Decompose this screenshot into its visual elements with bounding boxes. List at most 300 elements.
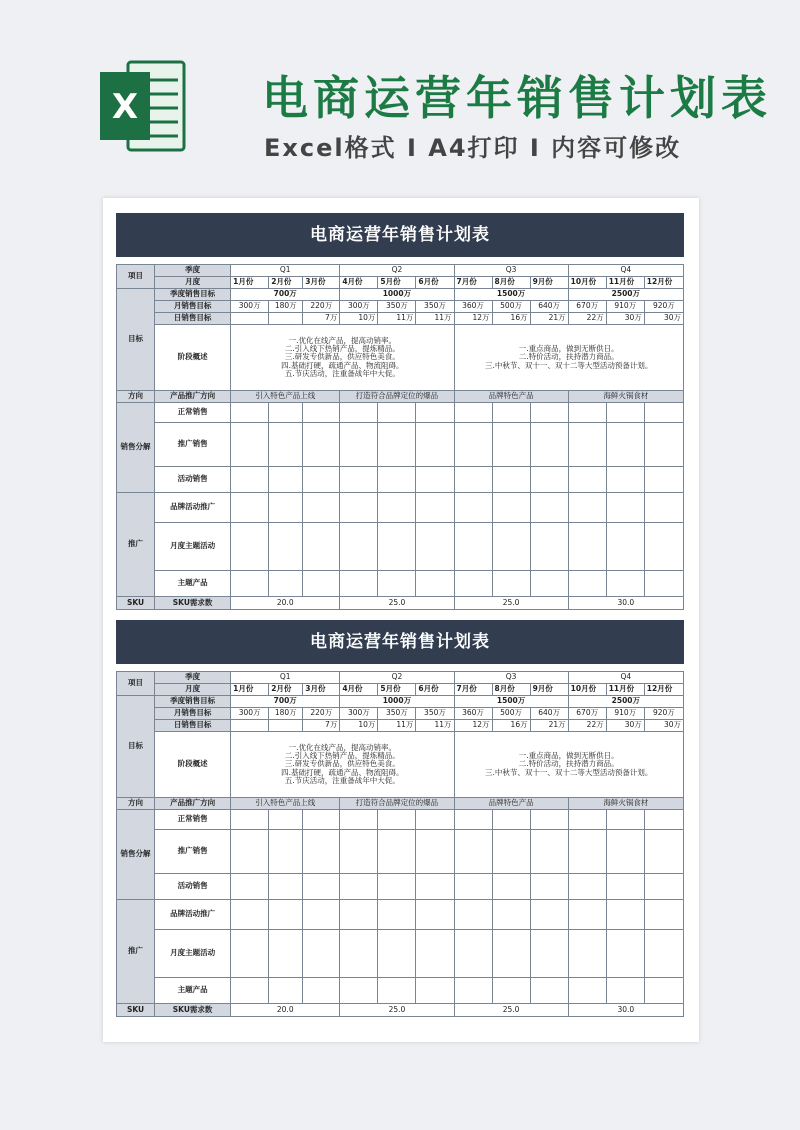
plan-table: [116, 671, 684, 1017]
grid-cell: [416, 930, 454, 978]
sku-value: 25.0: [340, 1004, 454, 1017]
sales-item: 推广销售: [155, 830, 231, 874]
stage-right: 一.重点商品，做到无断供日。 二.特价活动，扶持潜力商品。 三.中秋节、双十一、双十二等大型活动预备计划。: [454, 732, 684, 798]
day-target-label: 日销售目标: [155, 313, 231, 325]
grid-cell: [644, 403, 683, 423]
grid-cell: [492, 571, 530, 597]
grid-cell: [492, 467, 530, 493]
day-target-cell: 12万: [454, 313, 492, 325]
grid-cell: [454, 571, 492, 597]
month-target-cell: 640万: [530, 708, 568, 720]
month-cell: 6月份: [416, 277, 454, 289]
sales-item: 推广销售: [155, 423, 231, 467]
sheet-title: 电商运营年销售计划表: [116, 620, 684, 664]
month-label: 月度: [155, 277, 231, 289]
sku-value: 20.0: [231, 597, 340, 610]
month-cell: 11月份: [606, 277, 644, 289]
month-target-cell: 500万: [492, 708, 530, 720]
grid-cell: [606, 810, 644, 830]
sku-sub: SKU需求数: [155, 597, 231, 610]
grid-cell: [454, 493, 492, 523]
grid-cell: [644, 874, 683, 900]
day-target-cell: 30万: [606, 720, 644, 732]
grid-cell: [231, 830, 269, 874]
project-label: 项目: [117, 672, 155, 696]
sku-value: 30.0: [568, 597, 683, 610]
grid-cell: [303, 423, 340, 467]
promo-label: 推广: [117, 493, 155, 597]
grid-cell: [303, 978, 340, 1004]
season-target-cell: 2500万: [568, 696, 683, 708]
season-target-label: 季度销售目标: [155, 289, 231, 301]
grid-cell: [492, 900, 530, 930]
quarter-cell: Q3: [454, 265, 568, 277]
day-target-cell: 10万: [340, 313, 378, 325]
promo-item: 主题产品: [155, 978, 231, 1004]
month-cell: 4月份: [340, 684, 378, 696]
stage-left: 一.优化在线产品，提高动销率。 二.引入线下热销产品，提炼精品。 三.研发专供新品，供应特色美食。 四.基础打硬，疏通产品、物流阻碍。 五.节庆活动，注重备战年中大促。: [231, 325, 454, 391]
season-target-label: 季度销售目标: [155, 696, 231, 708]
grid-cell: [606, 403, 644, 423]
day-target-cell: 11万: [378, 720, 416, 732]
grid-cell: [644, 900, 683, 930]
month-cell: 3月份: [303, 277, 340, 289]
grid-cell: [378, 423, 416, 467]
plan-sheet-2: [116, 620, 684, 1017]
grid-cell: [303, 900, 340, 930]
quarter-cell: Q1: [231, 672, 340, 684]
month-cell: 5月份: [378, 277, 416, 289]
grid-cell: [568, 810, 606, 830]
sku-value: 25.0: [340, 597, 454, 610]
grid-cell: [492, 523, 530, 571]
month-target-cell: 350万: [416, 708, 454, 720]
day-target-cell: 22万: [568, 313, 606, 325]
grid-cell: [530, 810, 568, 830]
grid-cell: [340, 830, 378, 874]
grid-cell: [644, 493, 683, 523]
grid-cell: [303, 830, 340, 874]
grid-cell: [644, 930, 683, 978]
day-target-cell: [231, 720, 269, 732]
grid-cell: [269, 874, 303, 900]
promo-item: 月度主题活动: [155, 930, 231, 978]
grid-cell: [454, 403, 492, 423]
direction-cell: 品牌特色产品: [454, 391, 568, 403]
sales-item: 正常销售: [155, 403, 231, 423]
grid-cell: [454, 874, 492, 900]
grid-cell: [378, 403, 416, 423]
month-target-cell: 920万: [644, 708, 683, 720]
day-target-cell: 10万: [340, 720, 378, 732]
direction-cell: 打造符合品牌定位的爆品: [340, 391, 454, 403]
grid-cell: [606, 571, 644, 597]
season-target-cell: 1000万: [340, 696, 454, 708]
grid-cell: [568, 467, 606, 493]
direction-cell: 打造符合品牌定位的爆品: [340, 798, 454, 810]
direction-cell: 品牌特色产品: [454, 798, 568, 810]
grid-cell: [530, 978, 568, 1004]
season-target-cell: 1500万: [454, 696, 568, 708]
grid-cell: [269, 523, 303, 571]
grid-cell: [340, 493, 378, 523]
grid-cell: [231, 978, 269, 1004]
month-cell: 1月份: [231, 684, 269, 696]
grid-cell: [454, 830, 492, 874]
grid-cell: [269, 571, 303, 597]
month-target-cell: 910万: [606, 708, 644, 720]
grid-cell: [492, 930, 530, 978]
month-cell: 8月份: [492, 684, 530, 696]
grid-cell: [530, 571, 568, 597]
month-target-cell: 220万: [303, 708, 340, 720]
grid-cell: [269, 978, 303, 1004]
grid-cell: [378, 900, 416, 930]
direction-label: 方向: [117, 798, 155, 810]
month-target-label: 月销售目标: [155, 301, 231, 313]
grid-cell: [231, 900, 269, 930]
month-target-cell: 360万: [454, 301, 492, 313]
grid-cell: [606, 930, 644, 978]
day-target-cell: 16万: [492, 313, 530, 325]
month-cell: 10月份: [568, 277, 606, 289]
month-target-label: 月销售目标: [155, 708, 231, 720]
grid-cell: [606, 830, 644, 874]
grid-cell: [231, 403, 269, 423]
day-target-cell: 16万: [492, 720, 530, 732]
grid-cell: [644, 571, 683, 597]
month-target-cell: 670万: [568, 708, 606, 720]
grid-cell: [303, 523, 340, 571]
grid-cell: [606, 523, 644, 571]
day-target-cell: 7万: [303, 720, 340, 732]
sku-value: 20.0: [231, 1004, 340, 1017]
grid-cell: [269, 467, 303, 493]
direction-sub: 产品推广方向: [155, 391, 231, 403]
month-target-cell: 300万: [340, 301, 378, 313]
month-target-cell: 180万: [269, 708, 303, 720]
grid-cell: [454, 423, 492, 467]
grid-cell: [568, 830, 606, 874]
stage-right: 一.重点商品，做到无断供日。 二.特价活动，扶持潜力商品。 三.中秋节、双十一、双十二等大型活动预备计划。: [454, 325, 684, 391]
grid-cell: [269, 900, 303, 930]
grid-cell: [568, 900, 606, 930]
quarter-cell: Q2: [340, 672, 454, 684]
day-target-cell: 11万: [416, 720, 454, 732]
grid-cell: [568, 403, 606, 423]
grid-cell: [340, 930, 378, 978]
month-target-cell: 220万: [303, 301, 340, 313]
grid-cell: [303, 403, 340, 423]
grid-cell: [378, 571, 416, 597]
season-label: 季度: [155, 265, 231, 277]
grid-cell: [644, 830, 683, 874]
main-title: 电商运营年销售计划表: [262, 71, 772, 125]
day-target-label: 日销售目标: [155, 720, 231, 732]
sheet-title: 电商运营年销售计划表: [116, 213, 684, 257]
month-target-cell: 360万: [454, 708, 492, 720]
month-target-cell: 350万: [378, 708, 416, 720]
grid-cell: [340, 467, 378, 493]
grid-cell: [416, 810, 454, 830]
grid-cell: [378, 523, 416, 571]
sku-label: SKU: [117, 597, 155, 610]
grid-cell: [568, 571, 606, 597]
month-target-cell: 180万: [269, 301, 303, 313]
grid-cell: [231, 874, 269, 900]
month-target-cell: 910万: [606, 301, 644, 313]
month-cell: 11月份: [606, 684, 644, 696]
grid-cell: [416, 571, 454, 597]
grid-cell: [231, 493, 269, 523]
grid-cell: [340, 978, 378, 1004]
sales-label: 销售分解: [117, 810, 155, 900]
grid-cell: [378, 493, 416, 523]
month-cell: 9月份: [530, 684, 568, 696]
sales-item: 活动销售: [155, 467, 231, 493]
grid-cell: [340, 403, 378, 423]
grid-cell: [303, 874, 340, 900]
day-target-cell: 11万: [378, 313, 416, 325]
grid-cell: [416, 423, 454, 467]
project-label: 项目: [117, 265, 155, 289]
sub-title: Excel格式 I A4打印 I 内容可修改: [264, 134, 682, 162]
grid-cell: [606, 467, 644, 493]
grid-cell: [378, 467, 416, 493]
grid-cell: [340, 423, 378, 467]
grid-cell: [530, 900, 568, 930]
grid-cell: [269, 423, 303, 467]
month-cell: 3月份: [303, 684, 340, 696]
month-cell: 2月份: [269, 277, 303, 289]
month-cell: 4月份: [340, 277, 378, 289]
grid-cell: [530, 403, 568, 423]
grid-cell: [269, 930, 303, 978]
month-cell: 2月份: [269, 684, 303, 696]
day-target-cell: 21万: [530, 313, 568, 325]
grid-cell: [231, 423, 269, 467]
day-target-cell: 22万: [568, 720, 606, 732]
direction-label: 方向: [117, 391, 155, 403]
grid-cell: [303, 571, 340, 597]
season-label: 季度: [155, 672, 231, 684]
month-cell: 12月份: [644, 684, 683, 696]
day-target-cell: 21万: [530, 720, 568, 732]
direction-cell: 海鲜火锅食材: [568, 391, 683, 403]
grid-cell: [340, 523, 378, 571]
grid-cell: [231, 467, 269, 493]
day-target-cell: [269, 720, 303, 732]
sku-sub: SKU需求数: [155, 1004, 231, 1017]
grid-cell: [416, 874, 454, 900]
grid-cell: [644, 467, 683, 493]
grid-cell: [378, 874, 416, 900]
day-target-cell: 12万: [454, 720, 492, 732]
sales-label: 销售分解: [117, 403, 155, 493]
grid-cell: [454, 930, 492, 978]
grid-cell: [530, 493, 568, 523]
grid-cell: [454, 467, 492, 493]
grid-cell: [568, 978, 606, 1004]
day-target-cell: [269, 313, 303, 325]
direction-cell: 引入特色产品上线: [231, 391, 340, 403]
sku-value: 25.0: [454, 597, 568, 610]
promo-item: 品牌活动推广: [155, 900, 231, 930]
grid-cell: [530, 467, 568, 493]
grid-cell: [416, 978, 454, 1004]
excel-logo-icon: [100, 58, 186, 154]
grid-cell: [644, 523, 683, 571]
month-cell: 7月份: [454, 277, 492, 289]
month-label: 月度: [155, 684, 231, 696]
grid-cell: [231, 571, 269, 597]
grid-cell: [416, 467, 454, 493]
grid-cell: [454, 810, 492, 830]
quarter-cell: Q4: [568, 672, 683, 684]
grid-cell: [530, 423, 568, 467]
grid-cell: [530, 523, 568, 571]
svg-text:X: X: [111, 87, 139, 127]
grid-cell: [606, 978, 644, 1004]
quarter-cell: Q2: [340, 265, 454, 277]
month-target-cell: 300万: [231, 708, 269, 720]
month-cell: 7月份: [454, 684, 492, 696]
grid-cell: [530, 930, 568, 978]
month-target-cell: 670万: [568, 301, 606, 313]
month-cell: 12月份: [644, 277, 683, 289]
grid-cell: [606, 493, 644, 523]
month-target-cell: 350万: [378, 301, 416, 313]
grid-cell: [568, 423, 606, 467]
sku-value: 30.0: [568, 1004, 683, 1017]
grid-cell: [568, 523, 606, 571]
season-target-cell: 700万: [231, 696, 340, 708]
month-cell: 1月份: [231, 277, 269, 289]
grid-cell: [303, 810, 340, 830]
stage-label: 阶段概述: [155, 732, 231, 798]
day-target-cell: 7万: [303, 313, 340, 325]
grid-cell: [606, 423, 644, 467]
grid-cell: [644, 978, 683, 1004]
grid-cell: [340, 874, 378, 900]
month-cell: 5月份: [378, 684, 416, 696]
season-target-cell: 1500万: [454, 289, 568, 301]
grid-cell: [303, 930, 340, 978]
day-target-cell: 30万: [644, 720, 683, 732]
grid-cell: [340, 571, 378, 597]
month-target-cell: 300万: [231, 301, 269, 313]
quarter-cell: Q3: [454, 672, 568, 684]
stage-left: 一.优化在线产品，提高动销率。 二.引入线下热销产品，提炼精品。 三.研发专供新品，供应特色美食。 四.基础打硬，疏通产品、物流阻碍。 五.节庆活动，注重备战年中大促。: [231, 732, 454, 798]
grid-cell: [231, 523, 269, 571]
grid-cell: [416, 523, 454, 571]
grid-cell: [340, 810, 378, 830]
grid-cell: [568, 493, 606, 523]
promo-item: 主题产品: [155, 571, 231, 597]
grid-cell: [492, 874, 530, 900]
plan-sheet-1: [116, 213, 684, 610]
day-target-cell: [231, 313, 269, 325]
grid-cell: [378, 978, 416, 1004]
grid-cell: [378, 810, 416, 830]
grid-cell: [378, 930, 416, 978]
grid-cell: [454, 978, 492, 1004]
grid-cell: [492, 978, 530, 1004]
sku-value: 25.0: [454, 1004, 568, 1017]
grid-cell: [269, 493, 303, 523]
season-target-cell: 700万: [231, 289, 340, 301]
promo-label: 推广: [117, 900, 155, 1004]
grid-cell: [269, 810, 303, 830]
month-cell: 9月份: [530, 277, 568, 289]
grid-cell: [303, 493, 340, 523]
goal-label: 目标: [117, 289, 155, 391]
month-target-cell: 640万: [530, 301, 568, 313]
grid-cell: [492, 810, 530, 830]
day-target-cell: 11万: [416, 313, 454, 325]
grid-cell: [378, 830, 416, 874]
grid-cell: [416, 900, 454, 930]
month-cell: 6月份: [416, 684, 454, 696]
month-target-cell: 300万: [340, 708, 378, 720]
grid-cell: [416, 403, 454, 423]
direction-cell: 引入特色产品上线: [231, 798, 340, 810]
grid-cell: [492, 403, 530, 423]
grid-cell: [644, 423, 683, 467]
season-target-cell: 1000万: [340, 289, 454, 301]
grid-cell: [303, 467, 340, 493]
day-target-cell: 30万: [606, 313, 644, 325]
grid-cell: [416, 493, 454, 523]
month-cell: 8月份: [492, 277, 530, 289]
quarter-cell: Q1: [231, 265, 340, 277]
grid-cell: [454, 900, 492, 930]
month-target-cell: 350万: [416, 301, 454, 313]
grid-cell: [530, 874, 568, 900]
promo-item: 月度主题活动: [155, 523, 231, 571]
grid-cell: [269, 830, 303, 874]
grid-cell: [492, 830, 530, 874]
banner: [0, 0, 800, 196]
goal-label: 目标: [117, 696, 155, 798]
quarter-cell: Q4: [568, 265, 683, 277]
grid-cell: [231, 930, 269, 978]
grid-cell: [644, 810, 683, 830]
sales-item: 活动销售: [155, 874, 231, 900]
grid-cell: [231, 810, 269, 830]
month-target-cell: 500万: [492, 301, 530, 313]
promo-item: 品牌活动推广: [155, 493, 231, 523]
grid-cell: [492, 493, 530, 523]
grid-cell: [340, 900, 378, 930]
month-cell: 10月份: [568, 684, 606, 696]
grid-cell: [269, 403, 303, 423]
grid-cell: [454, 523, 492, 571]
grid-cell: [492, 423, 530, 467]
grid-cell: [568, 874, 606, 900]
stage-label: 阶段概述: [155, 325, 231, 391]
season-target-cell: 2500万: [568, 289, 683, 301]
direction-sub: 产品推广方向: [155, 798, 231, 810]
grid-cell: [530, 830, 568, 874]
direction-cell: 海鲜火锅食材: [568, 798, 683, 810]
plan-table: [116, 264, 684, 610]
grid-cell: [568, 930, 606, 978]
grid-cell: [606, 900, 644, 930]
grid-cell: [606, 874, 644, 900]
month-target-cell: 920万: [644, 301, 683, 313]
day-target-cell: 30万: [644, 313, 683, 325]
